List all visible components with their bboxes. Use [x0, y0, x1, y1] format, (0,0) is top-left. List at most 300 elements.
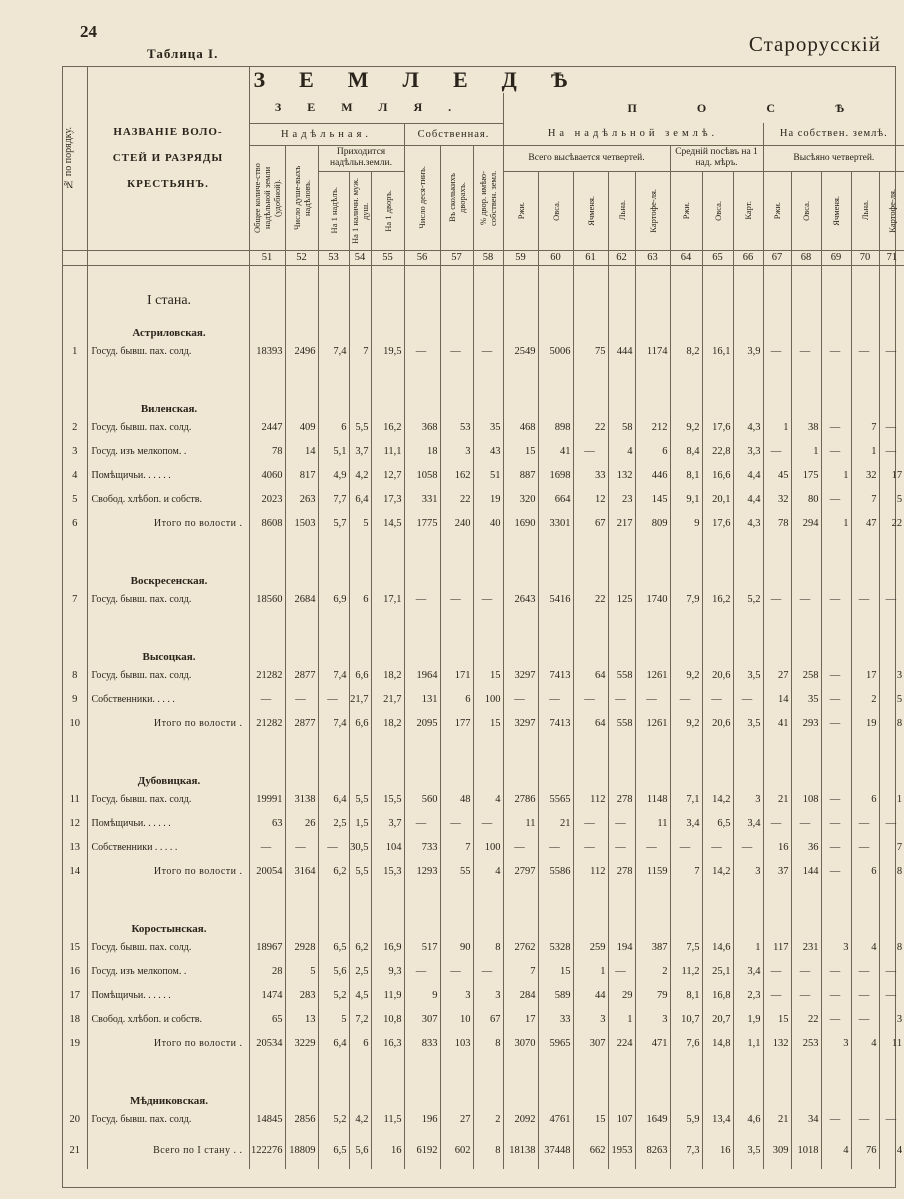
spacer-cell [573, 535, 608, 557]
column-number: 71 [879, 250, 904, 265]
data-cell: — [608, 687, 635, 711]
data-cell: 15 [538, 959, 573, 983]
data-cell: 177 [440, 711, 473, 735]
empty-cell [851, 265, 879, 309]
row-name: Итого по волости . [87, 859, 249, 883]
data-cell: — [285, 835, 318, 859]
empty-cell [821, 385, 851, 415]
data-cell: — [670, 835, 702, 859]
data-cell: 45 [763, 463, 791, 487]
data-cell: 11 [879, 1031, 904, 1055]
spacer-cell [608, 735, 635, 757]
data-cell: — [851, 1007, 879, 1031]
empty-cell [503, 385, 538, 415]
total-row [63, 1131, 904, 1169]
data-cell: 8,1 [670, 983, 702, 1007]
data-cell: 21 [763, 787, 791, 811]
spacer-cell [733, 1055, 763, 1077]
column-number-row [63, 250, 904, 265]
spacer-cell [87, 611, 249, 633]
empty-cell [503, 633, 538, 663]
data-cell: 107 [608, 1107, 635, 1131]
empty-cell [349, 309, 371, 339]
data-cell: — [791, 339, 821, 363]
spacer-cell [821, 883, 851, 905]
empty-cell [473, 309, 503, 339]
spacer-cell [371, 363, 404, 385]
data-cell: 2,3 [733, 983, 763, 1007]
data-cell: 37448 [538, 1131, 573, 1169]
data-cell: 38 [791, 415, 821, 439]
data-cell: — [318, 687, 349, 711]
col-67-header: Ржи. [763, 171, 791, 250]
spacer-cell [503, 1055, 538, 1077]
data-cell: 1953 [608, 1131, 635, 1169]
empty-cell [791, 757, 821, 787]
data-cell: — [851, 587, 879, 611]
data-cell: 278 [608, 859, 635, 883]
spacer-cell [538, 363, 573, 385]
data-cell: 144 [791, 859, 821, 883]
data-cell: 6,6 [349, 663, 371, 687]
data-cell: 446 [635, 463, 670, 487]
data-cell: 7,4 [318, 663, 349, 687]
empty-cell [763, 905, 791, 935]
data-cell: 41 [538, 439, 573, 463]
data-cell: 22 [879, 511, 904, 535]
spacer-cell [538, 883, 573, 905]
spacer-cell [573, 363, 608, 385]
data-cell: 17,1 [371, 587, 404, 611]
data-cell: 307 [404, 1007, 440, 1031]
col-60-header: Овса. [538, 171, 573, 250]
data-cell: 18967 [249, 935, 285, 959]
data-cell: 132 [608, 463, 635, 487]
spacer-cell [503, 883, 538, 905]
empty-cell [733, 385, 763, 415]
data-cell: 5 [285, 959, 318, 983]
data-cell: — [821, 1107, 851, 1131]
data-cell: 5,6 [349, 1131, 371, 1169]
column-number: 65 [702, 250, 733, 265]
spacer-cell [879, 883, 904, 905]
spacer-cell [249, 363, 285, 385]
spacer-cell [851, 535, 879, 557]
data-cell: 1649 [635, 1107, 670, 1131]
spacer-cell [879, 611, 904, 633]
data-cell: 5965 [538, 1031, 573, 1055]
empty-cell [608, 385, 635, 415]
data-cell: 8 [879, 711, 904, 735]
spacer-cell [733, 611, 763, 633]
table-label: Таблица I. [147, 46, 219, 61]
data-cell: 1775 [404, 511, 440, 535]
data-cell: 2877 [285, 711, 318, 735]
data-cell: — [821, 663, 851, 687]
empty-cell [791, 633, 821, 663]
data-cell: 3301 [538, 511, 573, 535]
spacer-cell [503, 735, 538, 757]
col-64-header: Ржи. [670, 171, 702, 250]
empty-cell [635, 557, 670, 587]
spacer-cell [87, 363, 249, 385]
data-cell: 17,6 [702, 415, 733, 439]
data-cell: 8608 [249, 511, 285, 535]
data-cell: — [791, 959, 821, 983]
data-cell: 80 [791, 487, 821, 511]
spacer-cell [733, 735, 763, 757]
data-cell: 15 [503, 439, 538, 463]
spacer-cell [63, 535, 87, 557]
empty-cell [573, 1077, 608, 1107]
empty-cell [371, 633, 404, 663]
row-number: 20 [69, 1113, 80, 1125]
data-cell: 90 [440, 935, 473, 959]
empty-cell [404, 905, 440, 935]
data-cell: 4,2 [349, 463, 371, 487]
spacer-cell [440, 735, 473, 757]
section-row [63, 633, 904, 663]
empty-cell [635, 309, 670, 339]
data-cell: — [879, 983, 904, 1007]
spacer-cell [473, 535, 503, 557]
data-cell: 11 [635, 811, 670, 835]
data-cell: 162 [440, 463, 473, 487]
empty-cell [473, 557, 503, 587]
empty-cell [851, 757, 879, 787]
spacer-cell [318, 535, 349, 557]
data-cell: 6,4 [318, 1031, 349, 1055]
row-name: Госуд. изъ мелкопом. . [87, 439, 249, 463]
data-cell: 2877 [285, 663, 318, 687]
data-cell: 4 [851, 1031, 879, 1055]
row-number: 14 [69, 865, 80, 877]
row-name: Госуд. бывш. пах. солд. [87, 415, 249, 439]
spacer-cell [733, 363, 763, 385]
data-cell: 7,2 [349, 1007, 371, 1031]
spacer-cell [318, 883, 349, 905]
empty-cell [573, 633, 608, 663]
spacer-cell [608, 611, 635, 633]
page-number: 24 [80, 22, 97, 41]
data-cell: 14,2 [702, 859, 733, 883]
empty-cell [318, 633, 349, 663]
spacer-cell [608, 363, 635, 385]
data-cell: 6,5 [702, 811, 733, 835]
data-cell: 2786 [503, 787, 538, 811]
data-cell: — [763, 959, 791, 983]
spacer-cell [440, 1055, 473, 1077]
spacer-cell [763, 1055, 791, 1077]
spacer-cell [733, 535, 763, 557]
spacer-cell [538, 611, 573, 633]
row-number: 10 [69, 717, 80, 729]
spacer-cell [318, 363, 349, 385]
empty-cell [791, 265, 821, 309]
data-cell: 2 [851, 687, 879, 711]
empty-cell [763, 385, 791, 415]
empty-cell [670, 557, 702, 587]
empty-cell [404, 633, 440, 663]
row-number: 19 [69, 1037, 80, 1049]
data-cell: 240 [440, 511, 473, 535]
row-number: 13 [69, 841, 80, 853]
data-cell: 7 [851, 487, 879, 511]
spacer-cell [63, 735, 87, 757]
data-cell: 3138 [285, 787, 318, 811]
empty-cell [879, 265, 904, 309]
row-number: 7 [72, 593, 78, 605]
spacer-cell [87, 883, 249, 905]
row-name: Высоцкая. [87, 633, 249, 663]
col-63-header: Картофе-ля. [635, 171, 670, 250]
data-cell: 3,3 [733, 439, 763, 463]
data-cell: 733 [404, 835, 440, 859]
data-cell: 17 [851, 663, 879, 687]
data-cell: 175 [791, 463, 821, 487]
total-row [63, 1031, 904, 1055]
empty-cell [670, 905, 702, 935]
data-cell: 3 [733, 859, 763, 883]
sobstvennaya-header: Собственная. [404, 123, 503, 145]
data-cell: 5565 [538, 787, 573, 811]
spacer-cell [879, 1055, 904, 1077]
spacer-cell [791, 735, 821, 757]
empty-cell [791, 1077, 821, 1107]
data-cell: 125 [608, 587, 635, 611]
data-cell: 19,5 [371, 339, 404, 363]
data-cell: 307 [573, 1031, 608, 1055]
data-cell: 194 [608, 935, 635, 959]
data-cell: 37 [763, 859, 791, 883]
data-cell: 6,2 [318, 859, 349, 883]
spacer-cell [371, 611, 404, 633]
section-row [63, 905, 904, 935]
spacer-row [63, 883, 904, 905]
spacer-cell [63, 1055, 87, 1077]
data-cell: 145 [635, 487, 670, 511]
data-cell: — [573, 835, 608, 859]
empty-cell [851, 557, 879, 587]
data-cell: 122276 [249, 1131, 285, 1169]
empty-cell [404, 757, 440, 787]
row-name: Собственники. . . . . [87, 687, 249, 711]
data-cell: 3 [440, 983, 473, 1007]
spacer-cell [763, 735, 791, 757]
col-54-header: На 1 наличн. муж. душ. [349, 171, 371, 250]
data-cell: 6,4 [318, 787, 349, 811]
empty-cell [371, 905, 404, 935]
data-cell: 35 [791, 687, 821, 711]
data-cell: 18393 [249, 339, 285, 363]
spacer-cell [670, 535, 702, 557]
empty-cell [670, 385, 702, 415]
data-cell: 4,4 [733, 463, 763, 487]
data-cell: 6,2 [349, 935, 371, 959]
data-cell: 15 [573, 1107, 608, 1131]
data-cell: 1 [851, 439, 879, 463]
data-cell: 1 [608, 1007, 635, 1031]
data-cell: 2095 [404, 711, 440, 735]
data-cell: 20,6 [702, 663, 733, 687]
data-cell: 22 [573, 415, 608, 439]
empty-cell [733, 757, 763, 787]
data-cell: 9 [670, 511, 702, 535]
data-cell: — [538, 835, 573, 859]
spacer-cell [285, 883, 318, 905]
empty-cell [879, 557, 904, 587]
data-cell: 1293 [404, 859, 440, 883]
empty-cell [821, 309, 851, 339]
row-number: 9 [72, 693, 78, 705]
data-cell: 103 [440, 1031, 473, 1055]
data-cell: 14 [285, 439, 318, 463]
data-cell: 1018 [791, 1131, 821, 1169]
data-cell: — [473, 959, 503, 983]
total-row [63, 859, 904, 883]
spacer-cell [791, 1055, 821, 1077]
data-cell: 27 [440, 1107, 473, 1131]
data-cell: 468 [503, 415, 538, 439]
data-cell: 17 [879, 463, 904, 487]
data-cell: — [879, 339, 904, 363]
data-cell: — [879, 415, 904, 439]
data-cell: 2 [473, 1107, 503, 1131]
col-68-header: Овса. [791, 171, 821, 250]
empty-cell [851, 385, 879, 415]
data-cell: 16 [763, 835, 791, 859]
spacer-cell [538, 1055, 573, 1077]
district-title: Старорусскій [748, 32, 881, 56]
data-cell: — [702, 687, 733, 711]
spacer-cell [791, 611, 821, 633]
row-number: 15 [69, 941, 80, 953]
data-cell: 15 [473, 663, 503, 687]
data-cell: — [503, 835, 538, 859]
row-number: 17 [69, 989, 80, 1001]
data-cell: 6,4 [349, 487, 371, 511]
data-cell: — [318, 835, 349, 859]
spacer-cell [763, 363, 791, 385]
data-cell: 108 [791, 787, 821, 811]
spacer-cell [702, 363, 733, 385]
spacer-cell [473, 363, 503, 385]
data-cell: — [404, 587, 440, 611]
data-cell: 1174 [635, 339, 670, 363]
data-cell: — [608, 835, 635, 859]
data-cell: 5,7 [318, 511, 349, 535]
column-number: 59 [503, 250, 538, 265]
spacer-cell [635, 363, 670, 385]
data-cell: 3,4 [733, 811, 763, 835]
data-cell: — [670, 687, 702, 711]
data-cell: 331 [404, 487, 440, 511]
empty-cell [538, 385, 573, 415]
data-cell: 5,1 [318, 439, 349, 463]
data-cell: 2092 [503, 1107, 538, 1131]
spacer-cell [87, 1055, 249, 1077]
column-number: 69 [821, 250, 851, 265]
data-cell: — [821, 959, 851, 983]
data-cell: 1 [733, 935, 763, 959]
row-name: Госуд. бывш. пах. солд. [87, 663, 249, 687]
empty-cell [791, 905, 821, 935]
data-cell: 78 [249, 439, 285, 463]
empty-cell [702, 557, 733, 587]
column-number: 68 [791, 250, 821, 265]
data-cell: 35 [473, 415, 503, 439]
data-cell: 1,9 [733, 1007, 763, 1031]
data-cell: 18138 [503, 1131, 538, 1169]
data-cell: 10,7 [670, 1007, 702, 1031]
data-cell: 2,5 [318, 811, 349, 835]
empty-cell [538, 757, 573, 787]
data-cell: 12,7 [371, 463, 404, 487]
table-row [63, 959, 904, 983]
data-cell: — [404, 959, 440, 983]
empty-cell [879, 633, 904, 663]
spacer-cell [63, 611, 87, 633]
spacer-cell [608, 535, 635, 557]
spacer-cell [318, 611, 349, 633]
table-row [63, 787, 904, 811]
data-cell: — [473, 587, 503, 611]
data-cell: 16 [702, 1131, 733, 1169]
row-number [63, 633, 87, 663]
data-cell: 14,2 [702, 787, 733, 811]
data-cell: 6,6 [349, 711, 371, 735]
data-cell: — [821, 859, 851, 883]
col-53-header: На 1 надѣлъ. [318, 171, 349, 250]
data-cell: 309 [763, 1131, 791, 1169]
empty-cell [538, 265, 573, 309]
spacer-cell [473, 883, 503, 905]
data-cell: — [821, 487, 851, 511]
data-cell: 263 [285, 487, 318, 511]
data-cell: 47 [851, 511, 879, 535]
data-cell: 13 [285, 1007, 318, 1031]
row-number [63, 385, 87, 415]
data-cell: 471 [635, 1031, 670, 1055]
data-cell: 16 [371, 1131, 404, 1169]
spacer-cell [249, 611, 285, 633]
row-name: Мѣдниковская. [87, 1077, 249, 1107]
empty-cell [440, 309, 473, 339]
spacer-cell [702, 611, 733, 633]
spacer-cell [318, 735, 349, 757]
spacer-cell [473, 1055, 503, 1077]
data-cell: 16,1 [702, 339, 733, 363]
spacer-row [63, 363, 904, 385]
row-name: I стана. [87, 265, 249, 309]
data-cell: 44 [573, 983, 608, 1007]
data-cell: 224 [608, 1031, 635, 1055]
empty-cell [285, 757, 318, 787]
table-header [63, 67, 904, 265]
row-number [63, 1077, 87, 1107]
data-cell: 6 [349, 587, 371, 611]
data-cell: 4 [473, 787, 503, 811]
spacer-cell [349, 735, 371, 757]
empty-cell [440, 265, 473, 309]
data-cell: 517 [404, 935, 440, 959]
spacer-cell [851, 363, 879, 385]
data-cell: 7,4 [318, 711, 349, 735]
spacer-cell [404, 883, 440, 905]
empty-cell [318, 265, 349, 309]
col-70-header: Льна. [851, 171, 879, 250]
data-cell: 2,5 [349, 959, 371, 983]
